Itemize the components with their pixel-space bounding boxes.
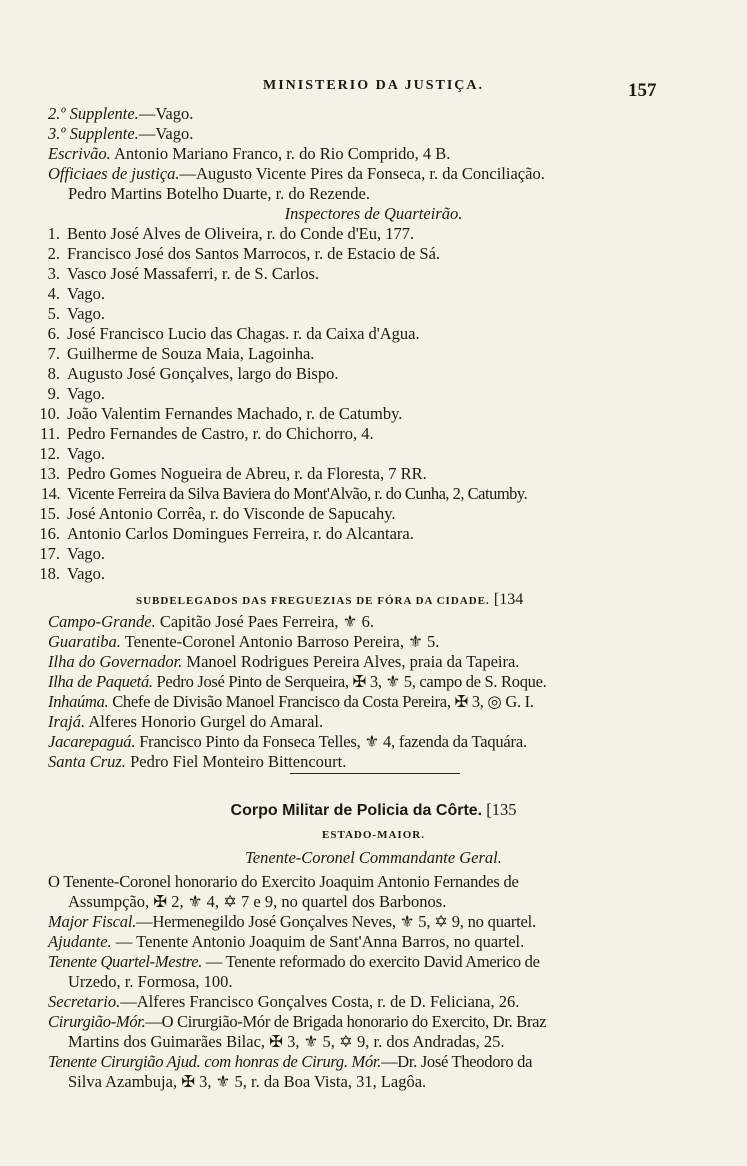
estado-maior-heading: ESTADO-MAIOR. (322, 829, 425, 841)
list-item: Jacarepaguá. Francisco Pinto da Fonseca Telles, ⚜ 4, fazenda da Taquára. (48, 732, 527, 751)
list-item: Irajá. Alferes Honorio Gurgel do Amaral. (48, 712, 324, 731)
corpo-line: Ajudante. — Tenente Antonio Joaquim de Sant'Anna Barros, no quartel. (48, 932, 525, 951)
list-item: 17. Vago. (39, 544, 106, 563)
supplente-2: 2.º Supplente.—Vago. (48, 104, 194, 123)
list-item: 8. Augusto José Gonçalves, largo do Bispo. (47, 364, 339, 383)
section-divider (290, 773, 460, 774)
list-item: 14. Vicente Ferreira da Silva Baviera do Mont'Alvão, r. do Cunha, 2, Catumby. (40, 484, 528, 503)
corpo-line: Major Fiscal.—Hermenegildo José Gonçalves Neves, ⚜ 5, ✡ 9, no quartel. (48, 912, 536, 931)
list-item: 3. Vasco José Massaferri, r. de S. Carlos. (47, 264, 320, 283)
corpo-line: Assumpção, ✠ 2, ⚜ 4, ✡ 7 e 9, no quartel dos Barbonos. (68, 892, 447, 911)
corpo-line: Tenente Quartel-Mestre. — Tenente reformado do exercito David Americo de (48, 952, 540, 971)
supplente-3: 3.º Supplente.—Vago. (48, 124, 194, 143)
list-item: 13. Pedro Gomes Nogueira de Abreu, r. da Floresta, 7 RR. (39, 464, 427, 483)
list-item: 18. Vago. (39, 564, 106, 583)
list-item: 16. Antonio Carlos Domingues Ferreira, r. do Alcantara. (39, 524, 414, 543)
list-item: 4. Vago. (47, 284, 106, 303)
list-item: 12. Vago. (39, 444, 106, 463)
escrivao-line: Escrivão. Antonio Mariano Franco, r. do Rio Comprido, 4 B. (48, 144, 451, 163)
list-item: Ilha do Governador. Manoel Rodrigues Pereira Alves, praia da Tapeira. (48, 652, 520, 671)
list-item: 7. Guilherme de Souza Maia, Lagoinha. (47, 344, 315, 363)
list-item: 6. José Francisco Lucio das Chagas. r. da Caixa d'Agua. (47, 324, 420, 343)
list-item: Inhaúma. Chefe de Divisão Manoel Francisco da Costa Pereira, ✠ 3, ◎ G. I. (48, 692, 534, 711)
list-item: 11. Pedro Fernandes de Castro, r. do Chichorro, 4. (39, 424, 374, 443)
list-item: Campo-Grande. Capitão José Paes Ferreira, ⚜ 6. (48, 612, 374, 631)
list-item: 1. Bento José Alves de Oliveira, r. do Conde d'Eu, 177. (47, 224, 415, 243)
officiaes-line: Officiaes de justiça.—Augusto Vicente Pires da Fonseca, r. da Conciliação. (48, 164, 545, 183)
list-item: 5. Vago. (47, 304, 106, 323)
inspectores-heading: Inspectores de Quarteirão. (284, 204, 463, 223)
corpo-line: Silva Azambuja, ✠ 3, ⚜ 5, r. da Boa Vista, 31, Lagôa. (68, 1072, 427, 1091)
corpo-line: Cirurgião-Mór.—O Cirurgião-Mór de Brigada honorario do Exercito, Dr. Braz (48, 1012, 547, 1031)
corpo-line: Martins dos Guimarães Bilac, ✠ 3, ⚜ 5, ✡ 9, r. dos Andradas, 25. (68, 1032, 505, 1051)
page-number: 157 (628, 80, 657, 101)
corpo-line: Tenente Cirurgião Ajud. com honras de Cirurg. Mór.—Dr. José Theodoro da (48, 1052, 533, 1071)
commandante-heading: Tenente-Coronel Commandante Geral. (245, 848, 502, 867)
list-item: Guaratiba. Tenente-Coronel Antonio Barroso Pereira, ⚜ 5. (48, 632, 440, 651)
subdelegados-heading: SUBDELEGADOS DAS FREGUEZIAS DE FÓRA DA CIDADE. [134 (136, 591, 524, 608)
list-item: Ilha de Paquetá. Pedro José Pinto de Serqueira, ✠ 3, ⚜ 5, campo de S. Roque. (48, 672, 547, 691)
running-header: MINISTERIO DA JUSTIÇA. (263, 78, 484, 93)
officiaes-line-cont: Pedro Martins Botelho Duarte, r. do Rezende. (68, 184, 370, 203)
corpo-title: Corpo Militar de Policia da Côrte. [135 (230, 800, 517, 819)
list-item: 15. José Antonio Corrêa, r. do Visconde de Sapucahy. (39, 504, 396, 523)
list-item: 10. João Valentim Fernandes Machado, r. de Catumby. (39, 404, 403, 423)
corpo-line: Urzedo, r. Formosa, 100. (68, 972, 233, 991)
list-item: 9. Vago. (47, 384, 106, 403)
corpo-line: O Tenente-Coronel honorario do Exercito Joaquim Antonio Fernandes de (48, 872, 519, 891)
list-item: Santa Cruz. Pedro Fiel Monteiro Bittencourt. (48, 752, 347, 771)
list-item: 2. Francisco José dos Santos Marrocos, r. de Estacio de Sá. (47, 244, 441, 263)
corpo-line: Secretario.—Alferes Francisco Gonçalves Costa, r. de D. Feliciana, 26. (48, 992, 520, 1011)
